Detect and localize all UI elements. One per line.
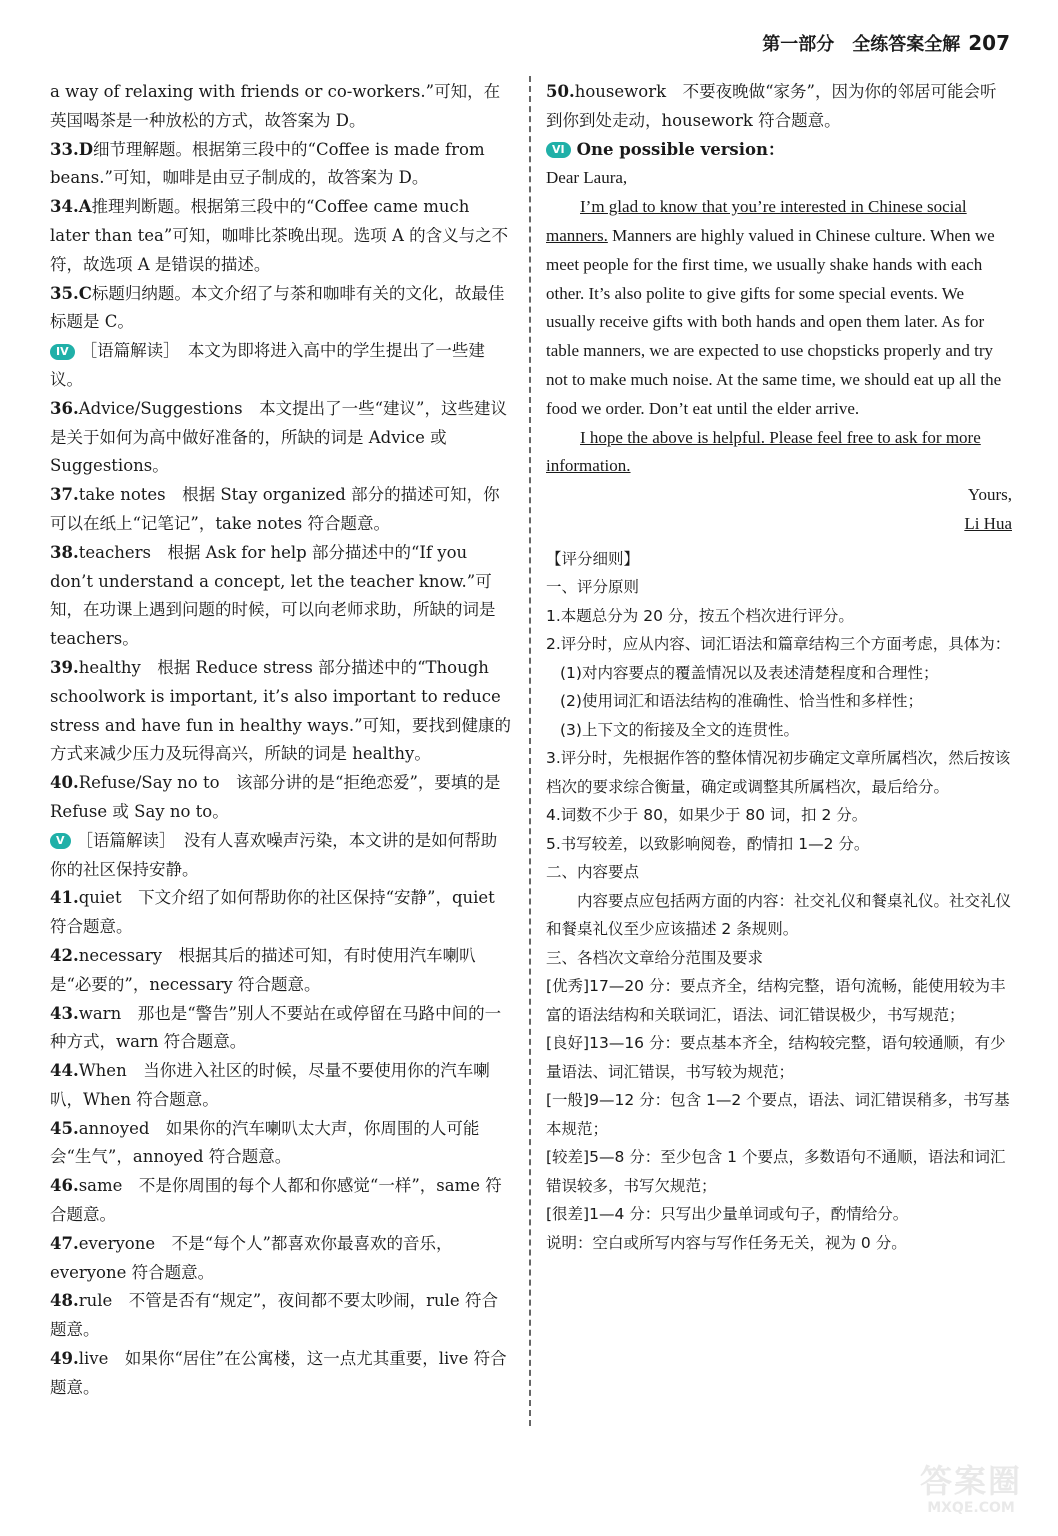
answer-item: [50, 1115, 513, 1173]
letter-signature: Li Hua: [964, 513, 1012, 533]
answer-number: 45.: [50, 1118, 79, 1138]
answer-number: 38.: [50, 542, 79, 562]
answer-text: a way of relaxing with friends or co-workers.”可知，在英国喝茶是一种放松的方式，故答案为 D。: [50, 82, 501, 130]
answer-item: [50, 942, 513, 1000]
left-column: [50, 78, 513, 1403]
answer-item: [50, 769, 513, 827]
letter-greeting: Dear Laura,: [546, 168, 628, 188]
section-badge-icon: IV: [50, 344, 75, 360]
answer-item: [50, 1230, 513, 1288]
answer-text: 推理判断题。根据第三段中的“Coffee came much later than tea”可知，咖啡比茶晚出现。选项 A 的含义与之不符，故选项 A 是错误的描述。: [50, 197, 509, 274]
answer-item: [50, 481, 513, 539]
rubric-line: 【评分细则】: [546, 549, 640, 568]
rubric-line: 说明：空白或所写内容与写作任务无关，视为 0 分。: [546, 1233, 907, 1252]
letter-signature-row: [546, 510, 1012, 539]
rubric-line: [优秀]17—20 分：要点齐全，结构完整，语句流畅，能使用较为丰富的语法结构和关联词汇，语法、词汇错误极少，书写规范；: [546, 977, 1006, 1024]
rubric-line: (2)使用词汇和语法结构的准确性、恰当性和多样性；: [560, 692, 923, 711]
answer-text: everyone 不是“每个人”都喜欢你最喜欢的音乐，everyone 符合题意。: [50, 1233, 453, 1282]
answer-item: [50, 395, 513, 481]
answer-number: 40.: [50, 773, 79, 793]
answer-text: When 当你进入社区的时候，尽量不要使用你的汽车喇叭，When 符合题意。: [50, 1061, 490, 1109]
letter-opening-sentence: I’m glad to know that you’re interested in Chinese social manners.: [546, 197, 967, 245]
answer-text: Advice/Suggestions 本文提出了一些“建议”，这些建议是关于如何为高中做好准备的，所缺的词是 Advice 或 Suggestions。: [50, 398, 507, 476]
rubric-line: 内容要点应包括两方面的内容：社交礼仪和餐桌礼仪。社交礼仪和餐桌礼仪至少应该描述 2 条规则。: [546, 891, 1012, 939]
answer-text: teachers 根据 Ask for help 部分描述中的“If you don’t understand a concept, let the teacher know.”可知，在功课上遇到问题的时候，可以向老师求助，所缺的词是 teachers。: [50, 542, 496, 649]
answer-number: 47.: [50, 1233, 79, 1253]
answer-number: 33.D: [50, 139, 94, 159]
answer-text: live 如果你“居住”在公寓楼，这一点尤其重要，live 符合题意。: [50, 1349, 507, 1397]
rubric-line: (1)对内容要点的覆盖情况以及表述清楚程度和合理性；: [560, 663, 939, 682]
passage-analysis: [50, 337, 513, 395]
answer-item: [50, 654, 513, 769]
answer-number: 50.: [546, 82, 575, 101]
page-number: 207: [968, 31, 1010, 55]
answer-text: necessary 根据其后的描述可知，有时使用汽车喇叭是“必要的”，necessary 符合题意。: [50, 945, 476, 994]
answer-item: [50, 193, 513, 279]
rubric-line: (3)上下文的衔接及全文的连贯性。: [560, 720, 799, 739]
watermark-text: 答案圈: [919, 1462, 1022, 1500]
answer-text: warn 那也是“警告”别人不要站在或停留在马路中间的一种方式，warn 符合题意。: [50, 1003, 502, 1052]
page-header: [762, 30, 1010, 56]
rubric-line: 三、各档次文章给分范围及要求: [546, 948, 764, 967]
answer-number: 34.A: [50, 197, 92, 217]
answer-text: quiet 下文介绍了如何帮助你的社区保持“安静”，quiet 符合题意。: [50, 888, 495, 937]
rubric-line: 5.书写较差，以致影响阅卷，酌情扣 1—2 分。: [546, 834, 870, 853]
answer-number: 42.: [50, 945, 79, 965]
rubric-line: [很差]1—4 分：只写出少量单词或句子，酌情给分。: [546, 1205, 909, 1224]
answer-item: [50, 136, 513, 194]
answer-item: [50, 884, 513, 942]
answer-text: ［语篇解读］ 没有人喜欢噪声污染，本文讲的是如何帮助你的社区保持安静。: [50, 830, 498, 879]
version-label: One possible version：: [576, 139, 785, 159]
right-column: [546, 78, 1012, 1257]
answer-text: annoyed 如果你的汽车喇叭太大声，你周围的人可能会“生气”，annoyed 符合题意。: [50, 1118, 480, 1167]
answer-text: same 不是你周围的每个人都和你感觉“一样”，same 符合题意。: [50, 1176, 502, 1225]
answer-text: Refuse/Say no to 该部分讲的是“拒绝恋爱”，要填的是 Refuse 或 Say no to。: [50, 773, 501, 821]
answer-text: 标题归纳题。本文介绍了与茶和咖啡有关的文化，故最佳标题是 C。: [50, 283, 505, 332]
rubric-line: [较差]5—8 分：至少包含 1 个要点，多数语句不通顺，语法和词汇错误较多，书写欠规范；: [546, 1148, 1006, 1195]
watermark-logo: [906, 1462, 1036, 1522]
section-badge-icon: V: [50, 833, 71, 849]
answer-text: healthy 根据 Reduce stress 部分描述中的“Though schoolwork is important, it’s also important to reduce stress and have fun in healthy ways.”可知，要找到健康的方式来减少压力及玩得高兴，所缺的词是 healthy。: [50, 657, 512, 764]
answer-number: 46.: [50, 1176, 79, 1196]
answer-number: 49.: [50, 1349, 79, 1369]
letter-paragraph: [546, 424, 1012, 482]
version-heading: [546, 136, 1012, 165]
scoring-rubric: [546, 545, 1012, 1258]
letter-closing-sentence: I hope the above is helpful. Please feel free to ask for more information.: [546, 427, 981, 476]
column-divider: [529, 76, 531, 1426]
letter-closing: Yours,: [967, 485, 1012, 505]
answer-number: 44.: [50, 1061, 79, 1081]
answer-number: 41.: [50, 888, 79, 908]
answer-text: take notes 根据 Stay organized 部分的描述可知，你可以在纸上“记笔记”，take notes 符合题意。: [50, 485, 500, 533]
rubric-line: 4.词数不少于 80，如果少于 80 词，扣 2 分。: [546, 806, 868, 825]
answer-item: [546, 78, 1012, 136]
rubric-line: 3.评分时，先根据作答的整体情况初步确定文章所属档次，然后按该档次的要求综合衡量，确定或调整其所属档次，最后给分。: [546, 749, 1011, 796]
rubric-line: 2.评分时，应从内容、词汇语法和篇章结构三个方面考虑，具体为：: [546, 635, 1011, 654]
answer-number: 36.: [50, 398, 79, 418]
section-title: 第一部分 全练答案全解: [762, 34, 961, 55]
sample-letter: [546, 164, 1012, 538]
answer-item: [50, 539, 513, 654]
answer-text: housework 不要夜晚做“家务”，因为你的邻居可能会听到你到处走动，housework 符合题意。: [546, 82, 997, 130]
answer-item: [50, 1172, 513, 1230]
answer-item: [50, 280, 513, 338]
rubric-line: [一般]9—12 分：包含 1—2 个要点，语法、词汇错误稍多，书写基本规范；: [546, 1091, 1010, 1138]
watermark-url: MXQE.COM: [927, 1500, 1015, 1516]
passage-analysis: [50, 827, 513, 885]
answer-item: [50, 1057, 513, 1115]
answer-number: 48.: [50, 1291, 79, 1311]
rubric-line: 二、内容要点: [546, 863, 640, 882]
answer-number: 43.: [50, 1003, 79, 1023]
answer-item: [50, 1345, 513, 1403]
letter-paragraph: [546, 193, 1012, 423]
answer-number: 37.: [50, 485, 79, 505]
answer-number: 39.: [50, 657, 79, 677]
answer-item: [50, 1000, 513, 1058]
answer-number: 35.C: [50, 283, 92, 303]
answer-item: [50, 1287, 513, 1345]
rubric-line: 一、评分原则: [546, 578, 640, 597]
answer-text: 细节理解题。根据第三段中的“Coffee is made from beans.”可知，咖啡是由豆子制成的，故答案为 D。: [50, 139, 485, 188]
letter-body: Manners are highly valued in Chinese culture. When we meet people for the first time, we usually shake hands with each other. It’s also polite to give gifts for some special events. We usually receive gifts with both hands and open them later. As for table manners, we are expected to use chopsticks properly and try not to make much noise. At the same time, we should eat up all the food we order. Don’t eat until the elder arrive.: [546, 225, 1002, 418]
answer-text: ［语篇解读］ 本文为即将进入高中的学生提出了一些建议。: [50, 341, 485, 389]
answer-text: rule 不管是否有“规定”，夜间都不要太吵闹，rule 符合题意。: [50, 1291, 498, 1340]
rubric-line: [良好]13—16 分：要点基本齐全，结构较完整，语句较通顺，有少量语法、词汇错误，书写较为规范；: [546, 1034, 1006, 1081]
rubric-line: 1.本题总分为 20 分，按五个档次进行评分。: [546, 606, 854, 625]
section-badge-icon: VI: [546, 142, 571, 158]
answer-item: [50, 78, 513, 136]
